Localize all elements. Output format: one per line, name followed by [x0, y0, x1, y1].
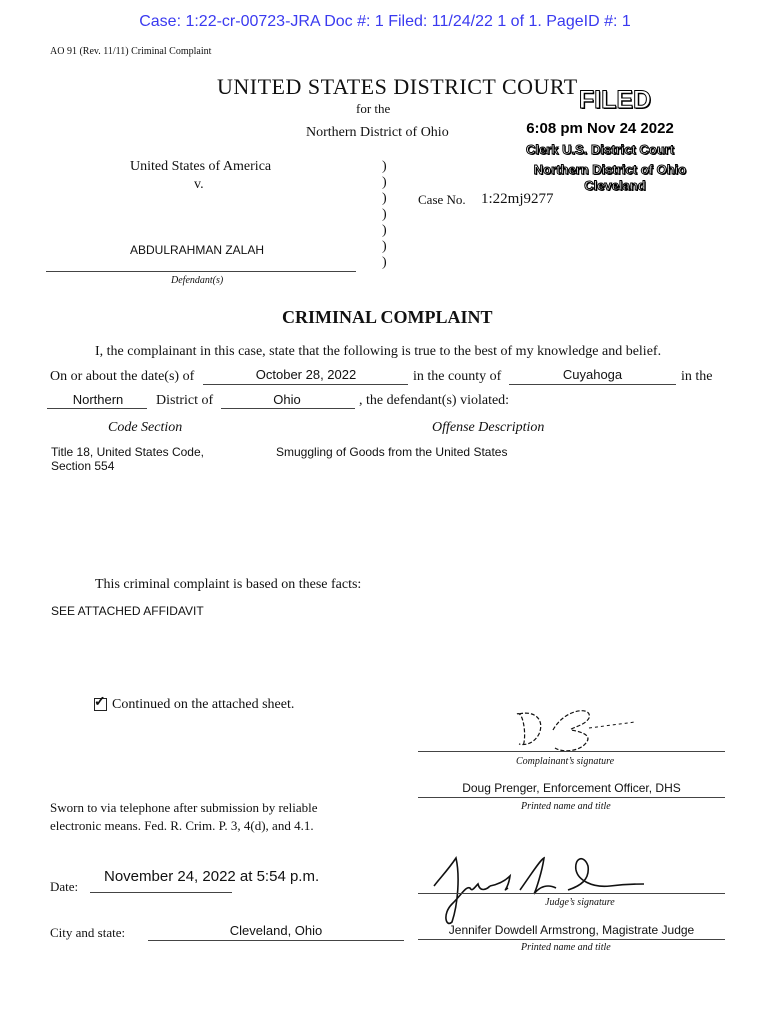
judge-signature-label: Judge’s signature [545, 897, 615, 908]
judge-name-label: Printed name and title [521, 942, 611, 953]
paren: ) [382, 191, 387, 206]
plaintiff: United States of America [130, 159, 272, 174]
court-district: Northern District of Ohio [306, 125, 449, 140]
continued-label: Continued on the attached sheet. [112, 697, 295, 712]
case-no-label: Case No. [418, 192, 466, 207]
city-state-label: City and state: [50, 925, 126, 940]
facts-label: This criminal complaint is based on these facts: [95, 577, 362, 592]
statement-line: I, the complainant in this case, state that the following is true to the best of my knowledge and belief. [95, 344, 662, 359]
filed-stamp-clerk: Clerk U.S. District Court [525, 142, 675, 157]
paren: ) [382, 175, 387, 190]
defendant-label: Defendant(s) [171, 275, 224, 286]
versus: v. [194, 177, 204, 192]
paren: ) [382, 255, 387, 270]
complainant-name: Doug Prenger, Enforcement Officer, DHS [462, 781, 681, 795]
paren: ) [382, 223, 387, 238]
county-prefix: in the county of [413, 369, 502, 384]
sworn-line1: Sworn to via telephone after submission by reliable [50, 800, 318, 815]
violated-text: , the defendant(s) violated: [359, 393, 510, 408]
state-value: Ohio [273, 392, 301, 407]
filed-stamp-time: 6:08 pm Nov 24 2022 [526, 120, 674, 137]
district-of: District of [156, 393, 214, 408]
judge-name: Jennifer Dowdell Armstrong, Magistrate Judge [448, 923, 695, 937]
defendant-name: ABDULRAHMAN ZALAH [130, 243, 265, 257]
complainant-name-label: Printed name and title [521, 801, 611, 812]
defendant-line [46, 271, 356, 272]
form-id: AO 91 (Rev. 11/11) Criminal Complaint [50, 46, 212, 57]
court-for: for the [356, 101, 391, 116]
city-state-value: Cleveland, Ohio [229, 923, 323, 938]
date-value: November 24, 2022 at 5:54 p.m. [104, 868, 320, 885]
document-title: CRIMINAL COMPLAINT [282, 307, 493, 327]
offense-description-header: Offense Description [432, 420, 545, 435]
filed-stamp-title: FILED [578, 86, 652, 114]
code-section-line1: Title 18, United States Code, [51, 445, 204, 459]
code-section-line2: Section 554 [51, 459, 115, 473]
filed-stamp-city: Cleveland [584, 178, 646, 193]
district-region: Northern [72, 392, 124, 407]
offense-description: Smuggling of Goods from the United States [276, 445, 508, 459]
date-label: Date: [50, 879, 79, 894]
paren: ) [382, 239, 387, 254]
paren: ) [382, 159, 387, 174]
case-header: Case: 1:22-cr-00723-JRA Doc #: 1 Filed: 11/24/22 1 of 1. PageID #: 1 [139, 13, 631, 30]
judge-signature-icon [430, 846, 650, 928]
checkmark-icon: ✓ [94, 693, 106, 709]
facts-value: SEE ATTACHED AFFIDAVIT [51, 604, 204, 618]
sworn-line2: electronic means. Fed. R. Crim. P. 3, 4(d), and 4.1. [50, 818, 314, 833]
complainant-signature-label: Complainant’s signature [516, 756, 615, 767]
offense-date: October 28, 2022 [255, 367, 357, 382]
continued-checkbox[interactable] [94, 693, 107, 711]
filed-stamp-district: Northern District of Ohio [533, 162, 687, 177]
case-no-value: 1:22mj9277 [481, 191, 554, 207]
county-value: Cuyahoga [562, 367, 623, 382]
paren: ) [382, 207, 387, 222]
date-prefix: On or about the date(s) of [50, 369, 195, 384]
court-name: UNITED STATES DISTRICT COURT [217, 74, 578, 99]
county-suffix: in the [681, 369, 713, 384]
code-section-header: Code Section [108, 420, 183, 435]
